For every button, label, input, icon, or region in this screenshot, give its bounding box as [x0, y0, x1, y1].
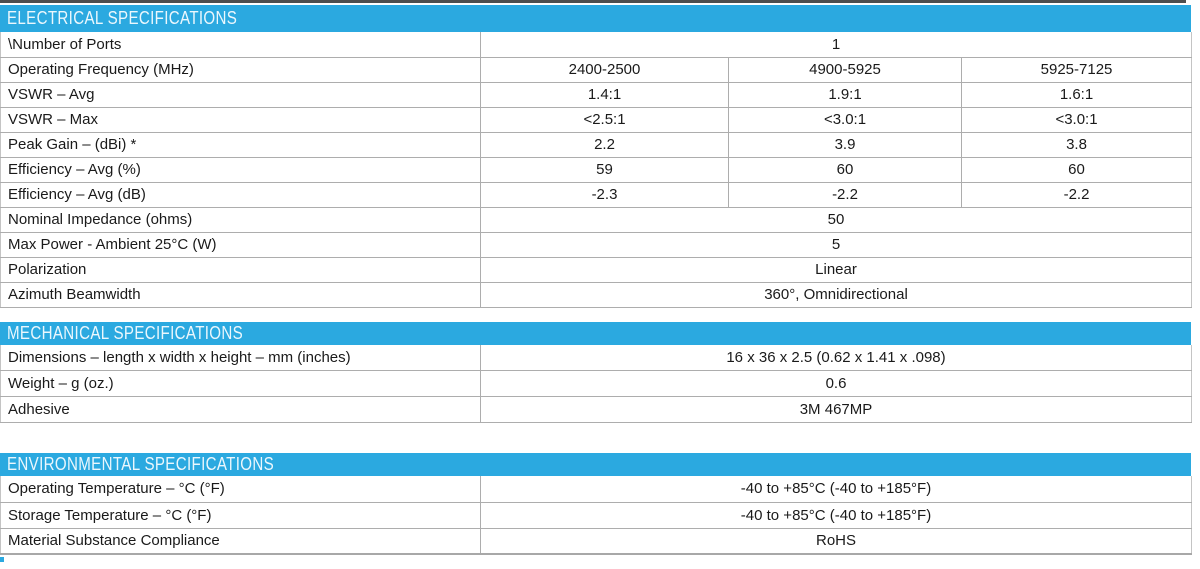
mechanical-spec-table: [0, 345, 1192, 424]
section-title: ELECTRICAL SPECIFICATIONS: [7, 8, 238, 28]
table-row: [1, 107, 1192, 132]
spec-value: <3.0:1: [962, 107, 1192, 132]
table-row: [1, 182, 1192, 207]
spec-label: VSWR – Max: [1, 107, 481, 132]
spec-sheet: [0, 5, 1191, 555]
spec-label: Polarization: [1, 257, 481, 282]
spec-value: 3M 467MP: [481, 397, 1192, 423]
table-row: [1, 528, 1192, 554]
table-row: [1, 282, 1192, 307]
spec-value: 1.9:1: [729, 82, 962, 107]
spec-label: Nominal Impedance (ohms): [1, 207, 481, 232]
spec-label: Storage Temperature – °C (°F): [1, 502, 481, 528]
section-title: MECHANICAL SPECIFICATIONS: [7, 322, 244, 343]
table-row: [1, 207, 1192, 232]
spec-value: 1: [481, 32, 1192, 57]
environmental-spec-table: [0, 476, 1192, 555]
section-environmental-specifications: [0, 453, 1191, 555]
table-row: [1, 397, 1192, 423]
spec-value: 3.9: [729, 132, 962, 157]
spec-value: 2400-2500: [481, 57, 729, 82]
table-row: [1, 345, 1192, 371]
spec-value: 3.8: [962, 132, 1192, 157]
spec-value: -40 to +85°C (-40 to +185°F): [481, 502, 1192, 528]
electrical-spec-table: [0, 32, 1192, 308]
table-row: [1, 257, 1192, 282]
spec-value: 4900-5925: [729, 57, 962, 82]
spec-label: Weight – g (oz.): [1, 371, 481, 397]
section-electrical-specifications: [0, 5, 1191, 308]
spec-label: Max Power - Ambient 25°C (W): [1, 232, 481, 257]
table-row: [1, 57, 1192, 82]
spec-value: 0.6: [481, 371, 1192, 397]
spec-label: Peak Gain – (dBi) *: [1, 132, 481, 157]
table-row: [1, 82, 1192, 107]
table-row: [1, 502, 1192, 528]
spec-value: 60: [962, 157, 1192, 182]
spec-value: -2.3: [481, 182, 729, 207]
spec-label: Efficiency – Avg (dB): [1, 182, 481, 207]
spec-value: -40 to +85°C (-40 to +185°F): [481, 476, 1192, 502]
spec-value: 360°, Omnidirectional: [481, 282, 1192, 307]
spec-label: VSWR – Avg: [1, 82, 481, 107]
spec-label: Operating Temperature – °C (°F): [1, 476, 481, 502]
spec-value: -2.2: [962, 182, 1192, 207]
section-header-mechanical: [0, 322, 1191, 345]
spec-value: 60: [729, 157, 962, 182]
spec-label: Material Substance Compliance: [1, 528, 481, 554]
spec-label: Efficiency – Avg (%): [1, 157, 481, 182]
table-row: [1, 232, 1192, 257]
spec-value: 59: [481, 157, 729, 182]
bottom-left-blue-artifact: [0, 557, 4, 562]
section-mechanical-specifications: [0, 322, 1191, 424]
spec-value: 5: [481, 232, 1192, 257]
table-row: [1, 32, 1192, 57]
table-row: [1, 157, 1192, 182]
spec-label: Adhesive: [1, 397, 481, 423]
spec-value: <2.5:1: [481, 107, 729, 132]
spec-value: Linear: [481, 257, 1192, 282]
spec-label: Operating Frequency (MHz): [1, 57, 481, 82]
spec-value: 5925-7125: [962, 57, 1192, 82]
section-header-electrical: [0, 5, 1191, 32]
spec-value: RoHS: [481, 528, 1192, 554]
table-row: [1, 476, 1192, 502]
spec-value: 2.2: [481, 132, 729, 157]
cropped-border-above-table: [0, 0, 1186, 3]
spec-value: 50: [481, 207, 1192, 232]
table-row: [1, 132, 1192, 157]
spec-label: \Number of Ports: [1, 32, 481, 57]
spec-value: 1.6:1: [962, 82, 1192, 107]
spec-value: 1.4:1: [481, 82, 729, 107]
spec-label: Dimensions – length x width x height – mm (inches): [1, 345, 481, 371]
section-header-environmental: [0, 453, 1191, 476]
section-title: ENVIRONMENTAL SPECIFICATIONS: [7, 454, 275, 474]
spec-value: 16 x 36 x 2.5 (0.62 x 1.41 x .098): [481, 345, 1192, 371]
table-row: [1, 371, 1192, 397]
spec-label: Azimuth Beamwidth: [1, 282, 481, 307]
spec-value: <3.0:1: [729, 107, 962, 132]
spec-value: -2.2: [729, 182, 962, 207]
